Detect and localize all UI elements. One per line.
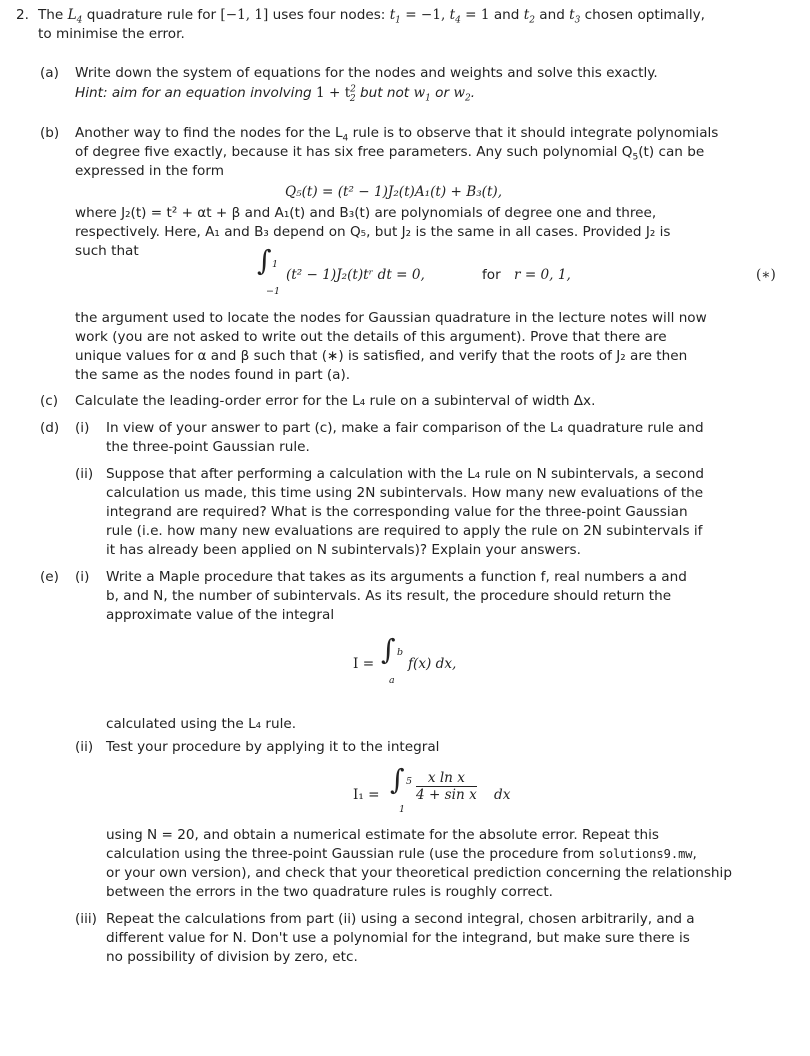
equation-I-lhs: I = [353,656,375,672]
integral-lower-limit: −1 [266,286,281,297]
integral-upper-limit: 1 [272,259,279,270]
part-d-i-line-1: In view of your answer to part (c), make a fair comparison of the L₄ quadrature rule and [106,420,704,436]
part-e-i-line-3: approximate value of the integral [106,607,335,623]
equation-star-body: (t² − 1)J₂(t)tʳ dt = 0, [286,267,425,283]
part-e-i-line-1: Write a Maple procedure that takes as its arguments a function f, real numbers a and [106,569,687,585]
part-e-i-label: (i) [75,569,90,585]
integral-sign-I: ∫ [381,633,396,666]
integral-sign-I1: ∫ [390,763,405,796]
integral-I-upper-limit: b [397,647,404,658]
part-b-line-7: the argument used to locate the nodes for Gaussian quadrature in the lecture notes will now [75,310,707,326]
equation-I1-lhs: I₁ = [353,787,380,803]
integral-sign: ∫ [257,244,272,277]
part-c-label: (c) [40,393,59,409]
part-d-label: (d) [40,420,60,436]
part-b-line-2: of degree five exactly, because it has six free parameters. Any such polynomial $Q_5(t)$ can be [75,144,705,163]
question-number: 2. [16,7,29,23]
part-d-i-label: (i) [75,420,90,436]
equation-I1-dx: dx [494,787,511,803]
question-intro-line-1: The $L_4$ quadrature rule for [−1, 1] uses four nodes: $t_1 = -1$, $t_4 = 1$ and $t_2$ and $t_3$ chosen optimally, [38,7,705,26]
part-c-text: Calculate the leading-order error for the L₄ rule on a subinterval of width Δx. [75,393,596,409]
part-d-ii-label: (ii) [75,466,94,482]
part-e-i-line-2: b, and N, the number of subintervals. As its result, the procedure should return the [106,588,672,604]
part-e-iii-label: (iii) [75,911,97,927]
part-e-ii-line-4: or your own version), and check that your theoretical prediction concerning the relationship [106,865,732,881]
equation-q5: Q₅(t) = (t² − 1)J₂(t)A₁(t) + B₃(t), [285,184,503,200]
part-e-ii-line-2: using N = 20, and obtain a numerical estimate for the absolute error. Repeat this [106,827,659,843]
part-b-label: (b) [40,125,60,141]
equation-star-r: r = 0, 1, [514,267,571,283]
equation-I-body: f(x) dx, [408,656,457,672]
part-d-ii-line-5: it has already been applied on N subintervals)? Explain your answers. [106,542,581,558]
part-e-ii-line-1: Test your procedure by applying it to the integral [106,739,440,755]
part-b-line-9: unique values for α and β such that (∗) is satisfied, and verify that the roots of J₂ are then [75,348,688,364]
equation-I1-numerator: x ln x [416,770,477,787]
part-e-ii-line-3: calculation using the three-point Gaussian rule (use the procedure from solutions9.mw, [106,846,697,862]
part-b-line-10: the same as the nodes found in part (a). [75,367,351,383]
integral-I1-upper-limit: 5 [406,776,413,787]
part-d-ii-line-4: rule (i.e. how many new evaluations are required to apply the rule on 2N subintervals if [106,523,703,539]
equation-I1-fraction [416,770,477,803]
part-e-ii-label: (ii) [75,739,94,755]
equation-star-tag: (∗) [756,267,776,283]
part-d-ii-line-1: Suppose that after performing a calculation with the L₄ rule on N subintervals, a second [106,466,704,482]
part-d-ii-line-2: calculation us made, this time using 2N subintervals. How many new evaluations of the [106,485,704,501]
part-e-iii-line-1: Repeat the calculations from part (ii) using a second integral, chosen arbitrarily, and a [106,911,695,927]
part-a-hint: Hint: aim for an equation involving $1 + t^2_2$ but not $w_1$ or $w_2$. [75,84,476,104]
part-b-line-6: such that [75,243,139,259]
part-d-ii-line-3: integrand are required? What is the corresponding value for the three-point Gaussian [106,504,688,520]
part-e-ii-line-5: between the errors in the two quadrature rules is roughly correct. [106,884,553,900]
part-d-i-line-2: the three-point Gaussian rule. [106,439,310,455]
part-e-label: (e) [40,569,59,585]
equation-star-for: for [482,267,501,283]
question-intro-line-2: to minimise the error. [38,26,185,42]
part-e-iii-line-3: no possibility of division by zero, etc. [106,949,358,965]
part-a-label: (a) [40,65,59,81]
part-b-line-1: Another way to find the nodes for the $L_4$ rule is to observe that it should integrate polynomials [75,125,719,144]
part-b-line-5: respectively. Here, A₁ and B₃ depend on Q₅, but J₂ is the same in all cases. Provided J₂ is [75,224,671,240]
part-b-line-8: work (you are not asked to write out the details of this argument). Prove that there are [75,329,667,345]
part-e-i-line-4: calculated using the L₄ rule. [106,716,297,732]
integral-I1-lower-limit: 1 [399,804,406,815]
maple-file-name: solutions9.mw [598,847,693,861]
equation-I1-denominator: 4 + sin x [416,787,477,803]
part-a-line-1: Write down the system of equations for the nodes and weights and solve this exactly. [75,65,658,81]
integral-I-lower-limit: a [389,675,395,686]
part-b-line-4: where J₂(t) = t² + αt + β and A₁(t) and B₃(t) are polynomials of degree one and three, [75,205,657,221]
part-b-line-3: expressed in the form [75,163,224,179]
part-e-iii-line-2: different value for N. Don't use a polynomial for the integrand, but make sure there is [106,930,690,946]
